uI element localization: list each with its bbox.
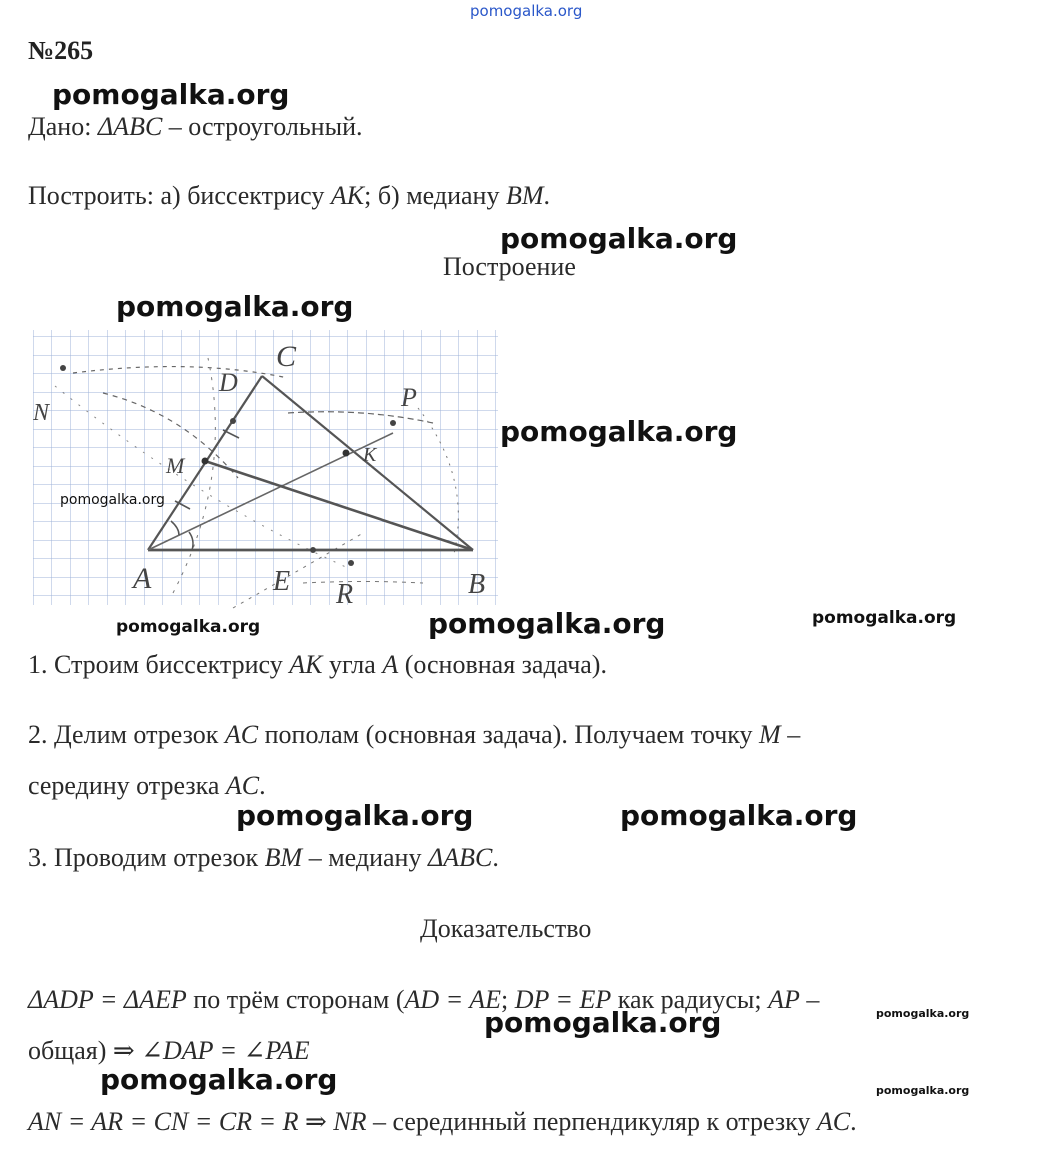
task-median: BM — [505, 181, 544, 210]
given-suffix: – остроугольный. — [162, 112, 363, 141]
step-2-text-e: – — [780, 720, 801, 749]
step-1-text-a: 1. Строим биссектрису — [28, 650, 290, 679]
proof-segment: AC — [816, 1107, 851, 1136]
task-line — [28, 181, 550, 211]
watermark: pomogalka.org — [484, 1006, 722, 1039]
proof-text: – — [799, 985, 820, 1014]
proof-eq-1: AD = AE — [404, 985, 501, 1014]
label-M: M — [166, 453, 185, 478]
watermark: pomogalka.org — [60, 492, 165, 508]
construction-heading: Построение — [443, 252, 576, 281]
step-2-text-a: 2. Делим отрезок — [28, 720, 225, 749]
label-R: R — [336, 579, 354, 610]
step-2-continued — [28, 771, 266, 801]
proof-angles: ∠DAP = ∠PAE — [141, 1036, 310, 1065]
point-P — [390, 420, 396, 426]
grid-paper — [33, 330, 498, 605]
step-1-angle: A — [382, 650, 399, 679]
step-3-median: BM — [264, 843, 303, 872]
proof-side: AP — [768, 985, 800, 1014]
proof-line-NR: NR — [333, 1107, 367, 1136]
proof-text: по трём сторонам ( — [186, 985, 405, 1014]
given-triangle: ΔABC — [97, 112, 163, 141]
step-1-text-c: угла — [322, 650, 383, 679]
label-A: A — [133, 562, 152, 595]
label-C: C — [276, 340, 297, 373]
proof-line-1 — [28, 985, 819, 1015]
given-prefix: Дано: — [28, 112, 98, 141]
proof-radii: AN = AR = CN = CR = R — [28, 1107, 299, 1136]
watermark: pomogalka.org — [100, 1063, 338, 1096]
point-M — [202, 458, 209, 465]
proof-text: – серединный перпендикуляр к отрезку — [366, 1107, 817, 1136]
point-R — [348, 560, 354, 566]
proof-eq-2: DP = EP — [514, 985, 612, 1014]
step-2-point: M — [759, 720, 781, 749]
step-3-text-a: 3. Проводим отрезок — [28, 843, 265, 872]
step-1 — [28, 650, 607, 680]
watermark: pomogalka.org — [876, 1084, 970, 1097]
step-3-text-c: – медиану — [302, 843, 428, 872]
watermark: pomogalka.org — [116, 617, 261, 637]
watermark: pomogalka.org — [428, 607, 666, 640]
watermark: pomogalka.org — [52, 78, 290, 111]
step-1-text-e: (основная задача). — [398, 650, 607, 679]
given-line — [28, 112, 362, 142]
site-link[interactable]: pomogalka.org — [470, 2, 583, 20]
proof-congruence: ΔADP = ΔAEP — [28, 985, 187, 1014]
proof-text: как радиусы; — [611, 985, 769, 1014]
label-K: K — [363, 444, 377, 466]
task-middle: ; б) медиану — [364, 181, 506, 210]
watermark: pomogalka.org — [812, 608, 957, 628]
step-2-text-h: . — [259, 771, 266, 800]
point-E — [310, 547, 316, 553]
proof-text: общая) ⇒ — [28, 1036, 142, 1065]
step-2-text-f: середину отрезка — [28, 771, 226, 800]
proof-line-2 — [28, 1036, 310, 1066]
proof-text: ; — [501, 985, 515, 1014]
watermark: pomogalka.org — [116, 290, 354, 323]
step-3-text-e: . — [492, 843, 499, 872]
problem-number: №265 — [28, 36, 94, 65]
label-B: B — [468, 569, 486, 600]
label-P: P — [401, 383, 417, 412]
label-E: E — [273, 566, 291, 597]
task-prefix: Построить: а) биссектрису — [28, 181, 331, 210]
step-2-segment: AC — [224, 720, 259, 749]
label-D: D — [219, 368, 238, 397]
watermark: pomogalka.org — [500, 222, 738, 255]
point-D — [230, 418, 236, 424]
proof-text: . — [850, 1107, 857, 1136]
watermark: pomogalka.org — [500, 415, 738, 448]
proof-heading: Доказательство — [420, 914, 592, 943]
step-3-triangle: ΔABC — [427, 843, 493, 872]
proof-implies: ⇒ — [298, 1107, 334, 1136]
watermark: pomogalka.org — [876, 1007, 970, 1020]
task-suffix: . — [543, 181, 550, 210]
step-2-segment-2: AC — [225, 771, 260, 800]
step-2 — [28, 720, 800, 750]
label-N: N — [33, 400, 50, 426]
watermark: pomogalka.org — [236, 799, 474, 832]
proof-line-3 — [28, 1107, 857, 1137]
point-K — [343, 450, 350, 457]
construction-figure — [33, 318, 503, 610]
point-N — [60, 365, 66, 371]
step-1-bisector: AK — [289, 650, 323, 679]
step-2-text-c: пополам (основная задача). Получаем точку — [258, 720, 760, 749]
step-3 — [28, 843, 499, 873]
watermark: pomogalka.org — [620, 799, 858, 832]
task-bisector: AK — [330, 181, 365, 210]
